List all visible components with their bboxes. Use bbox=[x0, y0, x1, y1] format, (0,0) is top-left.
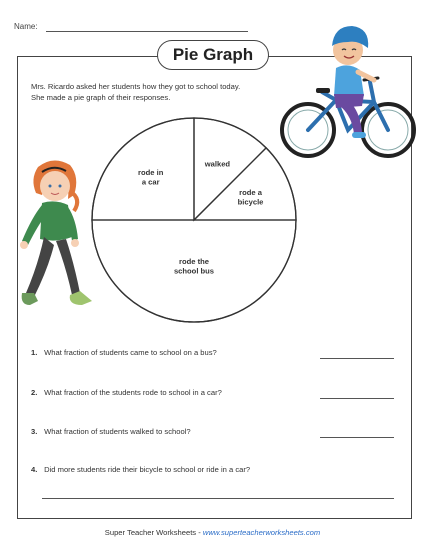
footer-brand: Super Teacher Worksheets bbox=[104, 528, 197, 537]
question-3-number: 3. bbox=[31, 427, 38, 436]
answer-field-4[interactable] bbox=[42, 498, 394, 499]
answer-field-1[interactable] bbox=[320, 358, 394, 359]
name-label: Name: bbox=[14, 22, 38, 31]
question-1-number: 1. bbox=[31, 348, 38, 357]
pie-label-3: rode a bicycle bbox=[237, 187, 264, 207]
question-4-number: 4. bbox=[31, 465, 38, 474]
question-4-text: Did more students ride their bicycle to school or ride in a car? bbox=[44, 465, 251, 474]
pie-label-4: rode the school bus bbox=[173, 257, 215, 276]
boy-on-bicycle-illustration bbox=[278, 12, 418, 164]
intro-line-2: She made a pie graph of their responses. bbox=[31, 92, 171, 102]
footer-separator: - bbox=[196, 528, 203, 537]
question-2-number: 2. bbox=[31, 388, 38, 397]
answer-field-3[interactable] bbox=[320, 437, 394, 438]
question-3-text: What fraction of students walked to school? bbox=[44, 427, 191, 436]
footer bbox=[0, 528, 425, 537]
question-3 bbox=[31, 427, 191, 436]
answer-field-2[interactable] bbox=[320, 398, 394, 399]
question-2-text: What fraction of the students rode to school in a car? bbox=[44, 388, 222, 397]
pie-label-1: rode in a car bbox=[138, 167, 164, 187]
question-2 bbox=[31, 388, 222, 397]
footer-url-link[interactable]: www.superteacherworksheets.com bbox=[202, 528, 321, 537]
intro-line-1: Mrs. Ricardo asked her students how they got to school today. bbox=[31, 82, 241, 91]
question-1-text: What fraction of students came to school on a bus? bbox=[44, 348, 217, 357]
question-4 bbox=[31, 465, 250, 474]
page-title: Pie Graph bbox=[157, 40, 269, 70]
girl-walking-illustration bbox=[8, 155, 98, 320]
question-1 bbox=[31, 348, 217, 357]
pie-label-2: walked bbox=[204, 159, 231, 169]
